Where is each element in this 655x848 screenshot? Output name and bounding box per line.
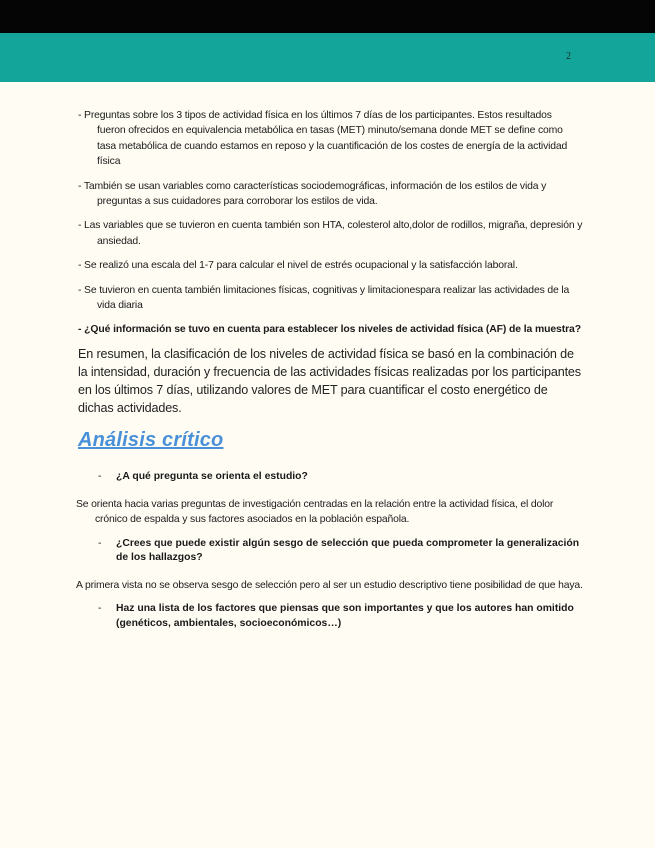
bullet-item-met: - Preguntas sobre los 3 tipos de actividad física en los últimos 7 días de los participantes. Estos resultados fueron ofrecidos en equivalencia metabólica en tasas (MET) minuto/semana donde MET se define como tasa metabólica de cuando estamos en reposo y la cuantificación de los costes de energía de la actividad física	[78, 110, 568, 168]
question-text-2: ¿Crees que puede existir algún sesgo de selección que pueda comprometer la generalización de los hallazgos?	[116, 537, 580, 564]
bullet-item-stress-scale: - Se realizó una escala del 1-7 para calcular el nivel de estrés ocupacional y la satisfacción laboral.	[78, 260, 518, 272]
question-text-3: Haz una lista de los factores que piensas que son importantes y que los autores han omitido (genéticos, ambientales, socioeconómicos…)	[116, 603, 574, 629]
page-content	[78, 108, 583, 643]
bullet-item-conditions: - Las variables que se tuvieron en cuenta también son HTA, colesterol alto,dolor de rodillos, migraña, depresión y ansiedad.	[78, 220, 583, 247]
section-heading-analisis-critico: Análisis crítico	[78, 429, 224, 452]
page-number: 2	[566, 51, 571, 62]
question-af-levels: - ¿Qué información se tuvo en cuenta para establecer los niveles de actividad física (AF) de la muestra?	[78, 324, 581, 336]
question-item-2	[98, 537, 583, 566]
header-band	[0, 33, 655, 82]
question-item-1	[98, 470, 583, 485]
dash-marker: -	[98, 537, 102, 549]
bullet-item-variables: - También se usan variables como características sociodemográficas, información de los estilos de vida y preguntas a sus cuidadores para corroborar los estilos de vida.	[78, 180, 547, 208]
dash-marker: -	[98, 471, 102, 483]
dash-marker: -	[98, 603, 102, 615]
question-text-1: ¿A qué pregunta se orienta el estudio?	[116, 471, 308, 483]
question-item-3	[98, 602, 583, 631]
answer-text-1: Se orienta hacia varias preguntas de investigación centradas en la relación entre la actividad física, el dolor crónico de espalda y sus factores asociados en la población española.	[76, 498, 554, 526]
bullet-item-limitations: - Se tuvieron en cuenta también limitaciones físicas, cognitivas y limitacionespara realizar las actividades de la vida diaria	[78, 284, 570, 312]
answer-text-2: A primera vista no se observa sesgo de selección pero al ser un estudio descriptivo tiene posibilidad de que haya.	[76, 579, 583, 591]
top-black-bar	[0, 0, 655, 33]
summary-paragraph: En resumen, la clasificación de los niveles de actividad física se basó en la combinación de la intensidad, duración y frecuencia de las actividades físicas realizadas por los participantes en los últimos 7 días, utilizando valores de MET para cuantificar el costo energético de dichas actividades.	[78, 347, 581, 416]
